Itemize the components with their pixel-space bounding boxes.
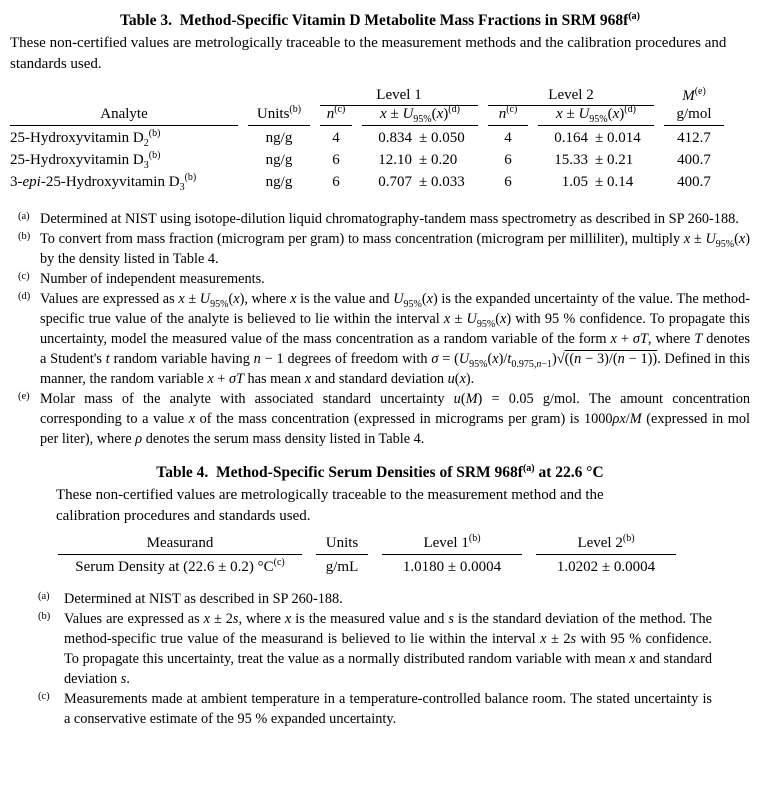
table3-column-header-row bbox=[10, 106, 724, 126]
value: 12.10 bbox=[378, 151, 412, 168]
table3-n-header-level1: $n^{(c)}$ bbox=[320, 106, 352, 126]
uncertainty: ± 0.050 bbox=[419, 129, 465, 146]
n-level1: 6 bbox=[332, 173, 340, 190]
n-level2: 4 bbox=[504, 129, 512, 146]
table3-level1-group-header: Level 1 bbox=[320, 87, 478, 106]
value: 15.33 bbox=[554, 151, 588, 168]
table3-molar-mass-header: $M^{(e)}$ bbox=[682, 85, 706, 104]
n-level2: 6 bbox=[504, 173, 512, 190]
value: 0.834 bbox=[378, 129, 412, 146]
mass-fraction-level1 bbox=[362, 170, 478, 192]
table3-units-header: Units$^{(b)}$ bbox=[248, 106, 310, 126]
table3-intro: These non-certified values are metrologically traceable to the measurement methods and the calibration procedures and standards used. bbox=[10, 35, 727, 72]
table4-level1-header: Level 1$^{(b)}$ bbox=[382, 535, 522, 555]
analyte-name: 25-Hydroxyvitamin $D_3^{(b)}$ bbox=[10, 149, 161, 171]
units-value: ng/g bbox=[265, 173, 293, 190]
footnote-marker: (c) bbox=[38, 691, 50, 702]
table4-footnotes bbox=[38, 589, 712, 729]
table3-value-header-level2: $x \pm U_{95\%}(x)^{(d)}$ bbox=[538, 106, 654, 126]
n-level1: 6 bbox=[332, 151, 340, 168]
value: 0.164 bbox=[554, 129, 588, 146]
molar-mass-value: 400.7 bbox=[677, 151, 711, 168]
table3-level2-group-header: Level 2 bbox=[488, 87, 654, 106]
units-value: ng/g bbox=[265, 129, 293, 146]
molar-mass-value: 412.7 bbox=[677, 129, 711, 146]
n-level2: 6 bbox=[504, 151, 512, 168]
table4-measurand-header: Measurand bbox=[58, 535, 302, 555]
footnote-text: Molar mass of the analyte with associated standard uncertainty u(M) = 0.05 g/mol. The amount concentration corresponding to a value x of the mass concentration (expressed in micrograms per gram) is 1000ρx/M (expressed in mol per liter), where ρ denotes the serum mass density listed in Table 4. bbox=[40, 391, 750, 447]
table3-section bbox=[10, 10, 750, 449]
n-level1: 4 bbox=[332, 129, 340, 146]
uncertainty: ± 0.14 bbox=[595, 173, 634, 190]
table3-row bbox=[10, 170, 724, 192]
mass-fraction-level2 bbox=[538, 126, 654, 148]
footnote-a bbox=[10, 209, 750, 229]
footnote-marker: (e) bbox=[18, 391, 30, 402]
table4-title: Table 4. Method-Specific Serum Densities of SRM $968f^{(a)}$ at 22.6 °C bbox=[156, 462, 604, 481]
table4-intro: These non-certified values are metrologically traceable to the measurement method and the calibration procedures and standards used. bbox=[56, 487, 604, 524]
footnote-marker: (b) bbox=[38, 611, 51, 622]
units-value: g/mL bbox=[325, 559, 359, 575]
table4-units-header: Units bbox=[316, 535, 368, 555]
measurand-name: Serum Density at (22.6 ± 0.2) $^\circ C^{(c)}$ bbox=[75, 557, 285, 575]
table3-row bbox=[10, 126, 724, 148]
table3 bbox=[0, 87, 734, 192]
table4-section bbox=[10, 462, 750, 729]
footnote-marker: (a) bbox=[18, 211, 30, 222]
footnote-marker: (b) bbox=[18, 231, 31, 242]
value: 0.707 bbox=[378, 173, 412, 190]
footnote-marker: (c) bbox=[18, 271, 30, 282]
footnote-marker: (d) bbox=[18, 291, 31, 302]
uncertainty: ± 0.21 bbox=[595, 151, 634, 168]
footnote-text: To convert from mass fraction (microgram per gram) to mass concentration (microgram per milliliter), multiply $x \pm U_{95\%}(x)$ by the density listed in Table 4. bbox=[40, 231, 750, 267]
mass-fraction-level1 bbox=[362, 126, 478, 148]
footnote-text: Values are expressed as x ± 2s, where x is the measured value and s is the standard deviation of the method. The method-specific true value of the measurand is believed to lie within the interval x ± 2s with 95 % confidence. To propagate this uncertainty, treat the value as a normally distributed random variable with mean x and standard deviation s. bbox=[64, 611, 712, 687]
uncertainty: ± 0.20 bbox=[419, 151, 458, 168]
units-value: ng/g bbox=[265, 151, 293, 168]
molar-mass-value: 400.7 bbox=[677, 173, 711, 190]
table3-footnotes bbox=[10, 209, 750, 449]
mass-fraction-level2 bbox=[538, 148, 654, 170]
table3-group-header-row bbox=[10, 87, 724, 106]
table3-row bbox=[10, 148, 724, 170]
value: 1.05 bbox=[561, 173, 588, 190]
table3-title: Table 3. Method-Specific Vitamin D Metabolite Mass Fractions in SRM $968f^{(a)}$ bbox=[120, 10, 640, 29]
analyte-name: 25-Hydroxyvitamin $D_2^{(b)}$ bbox=[10, 127, 161, 149]
footnote-text: Values are expressed as $x \pm U_{95\%}(x)$, where x is the value and $U_{95\%}(x)$ is the expanded uncertainty of the value. The method-specific true value of the analyte is believed to lie within the interval $x \pm U_{95\%}(x)$ with 95 % confidence. To propagate this uncertainty, model the measured value of the mass concentration as a random variable of the form x + σT, where T denotes a Student's t random variable having n − 1 degrees of freedom with $\sigma = (U_{95\%}(x)/t_{0.975,n-1})√((n - 3)/(n - 1))$. Defined in this manner, the random variable x + σT has mean x and standard deviation u(x). bbox=[40, 291, 751, 387]
footnote-text: Measurements made at ambient temperature in a temperature-controlled balance room. The stated uncertainty is a conservative estimate of the 95 % expanded uncertainty. bbox=[64, 691, 712, 727]
mass-fraction-level1 bbox=[362, 148, 478, 170]
density-level1: 1.0180 ± 0.0004 bbox=[402, 559, 502, 575]
footnote-text: Number of independent measurements. bbox=[40, 271, 265, 287]
table4-level2-header: Level 2$^{(b)}$ bbox=[536, 535, 676, 555]
table3-molar-mass-units-header: g/mol bbox=[664, 106, 724, 126]
table4-row bbox=[58, 555, 676, 578]
footnote-a bbox=[38, 589, 712, 609]
table3-n-header-level2: $n^{(c)}$ bbox=[488, 106, 528, 126]
mass-fraction-level2 bbox=[538, 170, 654, 192]
table4 bbox=[44, 535, 690, 578]
table4-header-row bbox=[58, 535, 676, 555]
density-level2: 1.0202 ± 0.0004 bbox=[556, 559, 656, 575]
footnote-c bbox=[10, 269, 750, 289]
footnote-b bbox=[38, 609, 712, 689]
uncertainty: ± 0.033 bbox=[419, 173, 465, 190]
footnote-e bbox=[10, 389, 750, 449]
uncertainty: ± 0.014 bbox=[595, 129, 641, 146]
footnote-marker: (a) bbox=[38, 591, 50, 602]
footnote-text: Determined at NIST as described in SP 260-188. bbox=[64, 591, 343, 607]
table3-empty-cell bbox=[10, 87, 238, 106]
footnote-text: Determined at NIST using isotope-dilution liquid chromatography-tandem mass spectrometry as described in SP 260-188. bbox=[40, 211, 739, 227]
footnote-c bbox=[38, 689, 712, 729]
footnote-d bbox=[10, 289, 750, 389]
analyte-name: 3-epi-25-Hydroxyvitamin $D_3^{(b)}$ bbox=[10, 171, 197, 193]
table3-analyte-header: Analyte bbox=[10, 106, 238, 126]
footnote-b bbox=[10, 229, 750, 269]
table3-value-header-level1: $x \pm U_{95\%}(x)^{(d)}$ bbox=[362, 106, 478, 126]
